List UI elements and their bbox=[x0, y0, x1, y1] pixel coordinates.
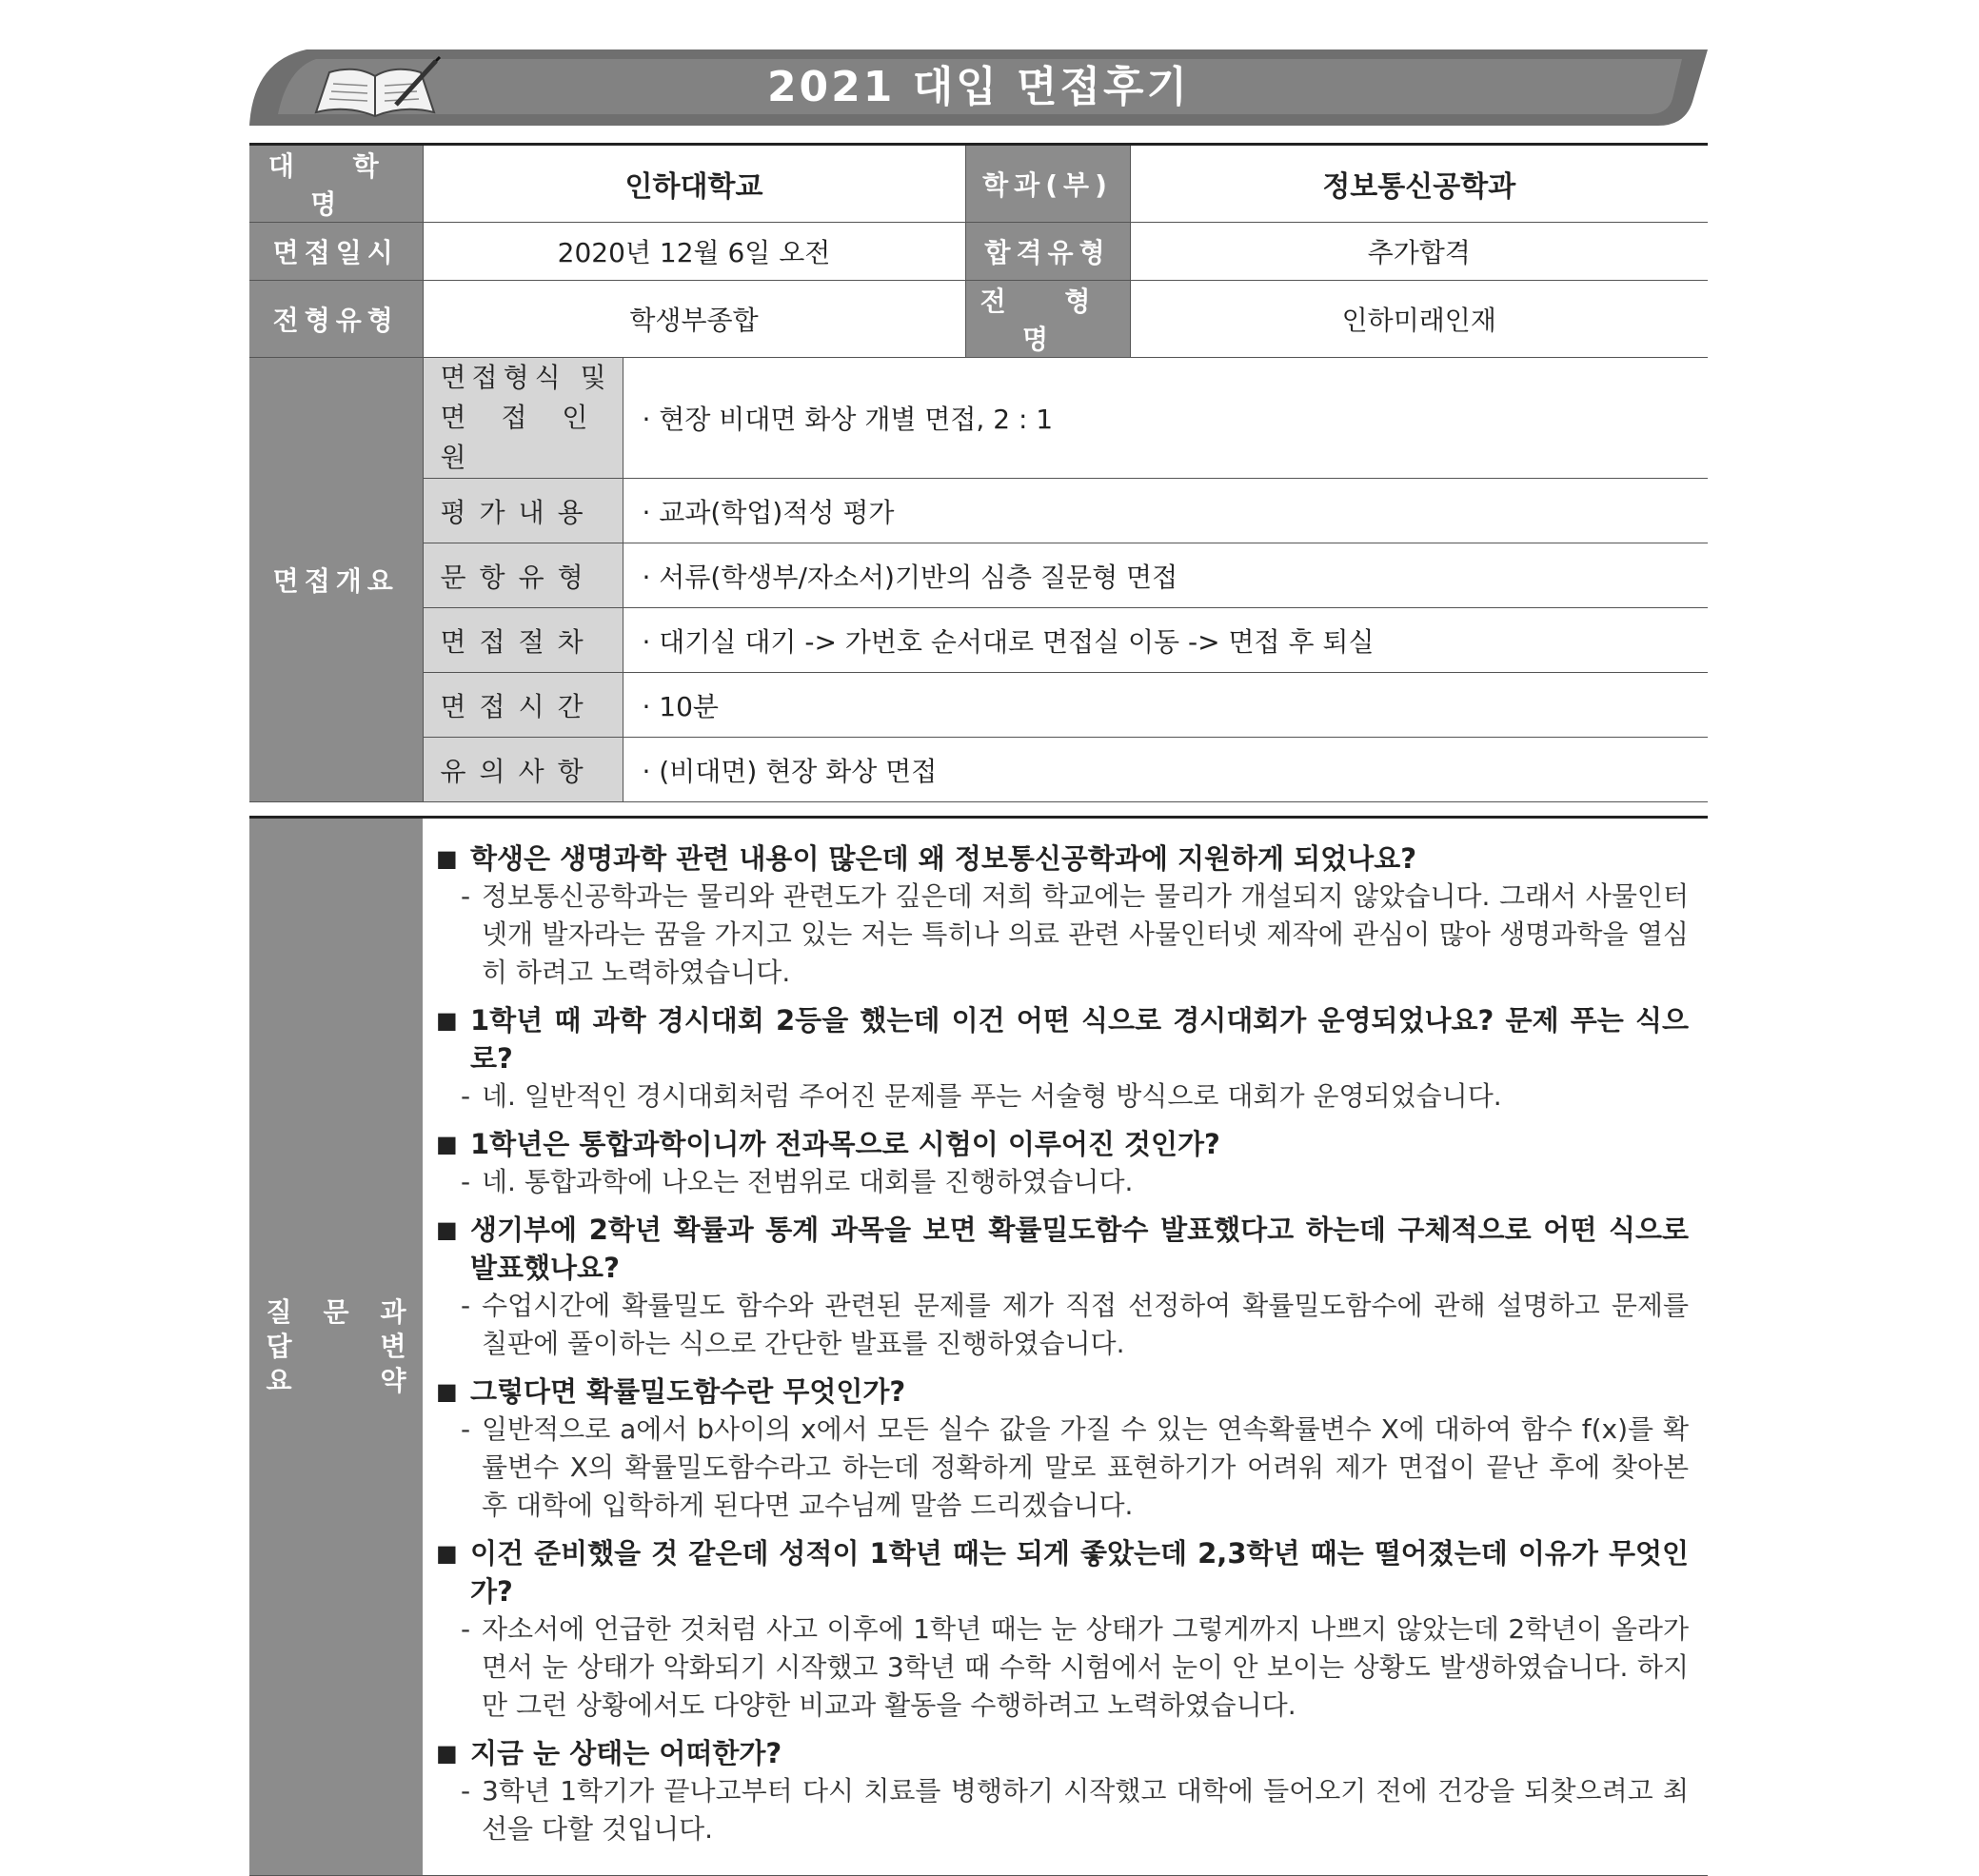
qa-side-char bbox=[312, 1365, 360, 1397]
question-text: ■ 1학년은 통합과학이니까 전과목으로 시험이 이루어진 것인가? bbox=[436, 1125, 1689, 1163]
overview-procedure-label: 면접절차 bbox=[423, 608, 623, 673]
overview-format-label bbox=[423, 358, 623, 479]
info-row-university bbox=[249, 145, 1708, 223]
result-label: 합격유형 bbox=[965, 223, 1130, 281]
qa-side-char bbox=[312, 1331, 360, 1363]
overview-notes-value: · (비대면) 현장 화상 면접 bbox=[623, 738, 1708, 802]
overview-question-type-value: · 서류(학생부/자소서)기반의 심층 질문형 면접 bbox=[623, 543, 1708, 608]
question-text: ■ 생기부에 2학년 확률과 통계 과목을 보면 확률밀도함수 발표했다고 하는데 구체적으로 어떤 식으로 발표했나요? bbox=[436, 1211, 1689, 1287]
qa-item bbox=[436, 1001, 1689, 1116]
overview-duration-label: 면접시간 bbox=[423, 673, 623, 738]
answer-text: - 네. 통합과학에 나오는 전범위로 대회를 진행하였습니다. bbox=[436, 1163, 1689, 1201]
qa-side-label bbox=[249, 819, 423, 1875]
answer-text: - 일반적으로 a에서 b사이의 x에서 모든 실수 값을 가질 수 있는 연속확률변수 X에 대하여 함수 f(x)를 확률변수 X의 확률밀도함수라고 하는데 정확하게 말로 표현하기가 어려워 제가 면접이 끝난 후에 찾아본 후 대학에 입학하게 된다면 교수님께 말씀 드리겠습니다. bbox=[436, 1411, 1689, 1525]
university-value: 인하대학교 bbox=[423, 145, 965, 223]
overview-evaluation-value: · 교과(학업)적성 평가 bbox=[623, 479, 1708, 543]
qa-item bbox=[436, 1534, 1689, 1725]
qa-side-char: 변 bbox=[380, 1331, 406, 1362]
question-text: ■ 이건 준비했을 것 같은데 성적이 1학년 때는 되게 좋았는데 2,3학년 때는 떨어졌는데 이유가 무엇인가? bbox=[436, 1534, 1689, 1610]
question-text: ■ 지금 눈 상태는 어떠한가? bbox=[436, 1734, 1689, 1772]
qa-side-char: 과 bbox=[380, 1296, 406, 1328]
question-text: ■ 학생은 생명과학 관련 내용이 많은데 왜 정보통신공학과에 지원하게 되었나요? bbox=[436, 839, 1689, 878]
qa-side-char: 요 bbox=[266, 1365, 292, 1396]
university-label: 대 학 명 bbox=[249, 145, 423, 223]
interview-review-page bbox=[249, 49, 1708, 1876]
overview-duration-value: · 10분 bbox=[623, 673, 1708, 738]
qa-item bbox=[436, 1125, 1689, 1201]
department-value: 정보통신공학과 bbox=[1130, 145, 1708, 223]
overview-notes-label: 유의사항 bbox=[423, 738, 623, 802]
qa-side-char: 약 bbox=[380, 1365, 406, 1396]
admission-name-label: 전 형 명 bbox=[965, 281, 1130, 358]
overview-format-label-line2: 면 접 인 원 bbox=[440, 402, 602, 473]
overview-format-label-line1: 면접형식 및 bbox=[440, 362, 612, 393]
qa-item bbox=[436, 839, 1689, 992]
result-value: 추가합격 bbox=[1130, 223, 1708, 281]
admission-type-label: 전형유형 bbox=[249, 281, 423, 358]
overview-question-type-label: 문항유형 bbox=[423, 543, 623, 608]
overview-row-format bbox=[249, 358, 1708, 479]
overview-row-notes bbox=[249, 738, 1708, 802]
info-row-date bbox=[249, 223, 1708, 281]
overview-row-duration bbox=[249, 673, 1708, 738]
answer-text: - 수업시간에 확률밀도 함수와 관련된 문제를 제가 직접 선정하여 확률밀도함수에 관해 설명하고 문제를 칠판에 풀이하는 식으로 간단한 발표를 진행하였습니다. bbox=[436, 1287, 1689, 1363]
answer-text: - 정보통신공학과는 물리와 관련도가 깊은데 저희 학교에는 물리가 개설되지 않았습니다. 그래서 사물인터넷개 발자라는 꿈을 가지고 있는 저는 특히나 의료 관련 사물인터넷 제작에 관심이 많아 생명과학을 열심히 하려고 노력하였습니다. bbox=[436, 878, 1689, 992]
overview-row-procedure bbox=[249, 608, 1708, 673]
overview-row-evaluation bbox=[249, 479, 1708, 543]
overview-evaluation-label: 평가내용 bbox=[423, 479, 623, 543]
qa-item bbox=[436, 1734, 1689, 1848]
title-banner bbox=[249, 49, 1708, 126]
info-table bbox=[249, 143, 1708, 802]
banner-title: 2021 대입 면접후기 bbox=[766, 63, 1191, 111]
info-row-admission bbox=[249, 281, 1708, 358]
qa-side-char: 문 bbox=[323, 1296, 349, 1328]
overview-row-question-type bbox=[249, 543, 1708, 608]
overview-procedure-value: · 대기실 대기 -> 가번호 순서대로 면접실 이동 -> 면접 후 퇴실 bbox=[623, 608, 1708, 673]
answer-text: - 네. 일반적인 경시대회처럼 주어진 문제를 푸는 서술형 방식으로 대회가 운영되었습니다. bbox=[436, 1077, 1689, 1116]
question-text: ■ 그렇다면 확률밀도함수란 무엇인가? bbox=[436, 1372, 1689, 1411]
answer-text: - 자소서에 언급한 것처럼 사고 이후에 1학년 때는 눈 상태가 그렇게까지 나쁘지 않았는데 2학년이 올라가면서 눈 상태가 악화되기 시작했고 3학년 때 수학 시험에서 눈이 안 보이는 상황도 발생하였습니다. 하지만 그런 상황에서도 다양한 비교과 활동을 수행하려고 노력하였습니다. bbox=[436, 1610, 1689, 1725]
question-text: ■ 1학년 때 과학 경시대회 2등을 했는데 이건 어떤 식으로 경시대회가 운영되었나요? 문제 푸는 식으로? bbox=[436, 1001, 1689, 1077]
qa-item bbox=[436, 1372, 1689, 1525]
date-label: 면접일시 bbox=[249, 223, 423, 281]
qa-side-char: 답 bbox=[266, 1331, 292, 1362]
overview-label: 면접개요 bbox=[249, 358, 423, 802]
overview-format-value: · 현장 비대면 화상 개별 면접, 2 : 1 bbox=[623, 358, 1708, 479]
answer-text: - 3학년 1학기가 끝나고부터 다시 치료를 병행하기 시작했고 대학에 들어오기 전에 건강을 되찾으려고 최선을 다할 것입니다. bbox=[436, 1772, 1689, 1848]
date-value: 2020년 12월 6일 오전 bbox=[423, 223, 965, 281]
admission-name-value: 인하미래인재 bbox=[1130, 281, 1708, 358]
qa-item bbox=[436, 1211, 1689, 1363]
admission-type-value: 학생부종합 bbox=[423, 281, 965, 358]
qa-body bbox=[423, 819, 1708, 1875]
qa-section bbox=[249, 816, 1708, 1876]
department-label: 학과(부) bbox=[965, 145, 1130, 223]
qa-side-char: 질 bbox=[266, 1296, 292, 1328]
